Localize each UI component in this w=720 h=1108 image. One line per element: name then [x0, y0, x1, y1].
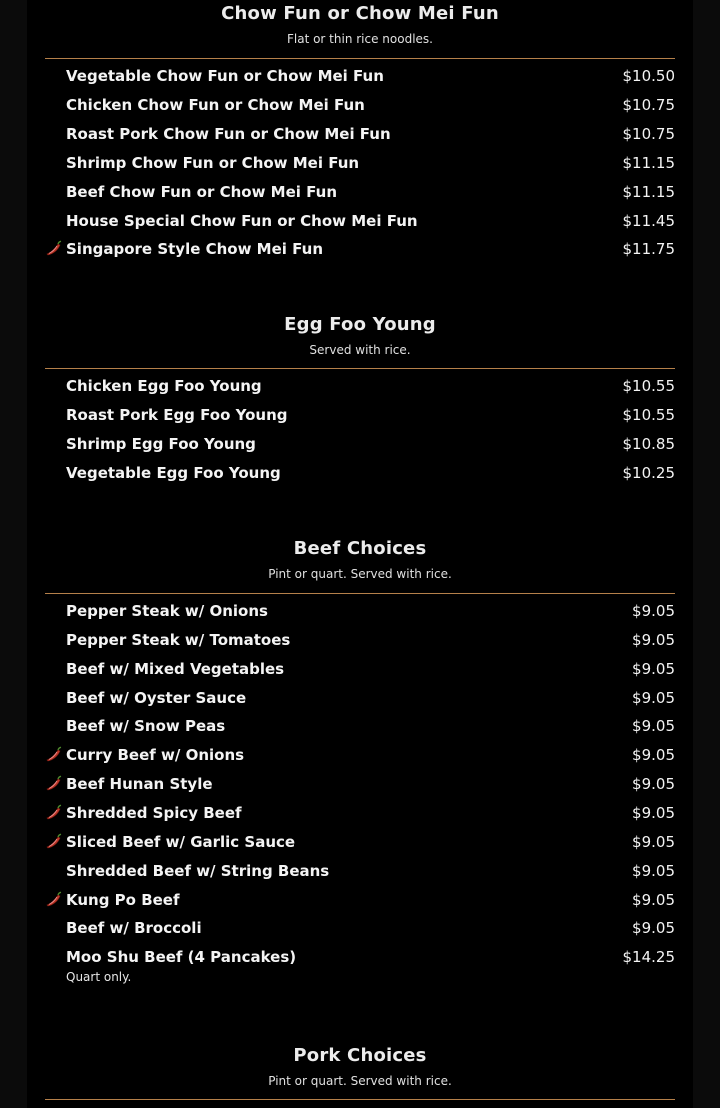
- menu-item[interactable]: [0, 66, 720, 92]
- menu-item-price: $9.05: [632, 602, 675, 620]
- menu-item-name: Beef w/ Broccoli: [66, 919, 202, 938]
- menu-item-name: Roast Pork Egg Foo Young: [66, 406, 288, 424]
- menu-item[interactable]: [0, 405, 720, 431]
- menu-item-price: $9.05: [632, 919, 675, 938]
- menu-item-price: $9.05: [632, 688, 675, 707]
- section-divider: [45, 368, 675, 369]
- menu-item[interactable]: [0, 890, 720, 916]
- menu-item-price: $9.05: [632, 803, 675, 822]
- menu-item-price: $9.05: [632, 746, 675, 765]
- menu-item-price: $9.05: [632, 630, 675, 649]
- menu-item[interactable]: [0, 745, 720, 771]
- menu-item-price: $11.15: [622, 153, 675, 172]
- menu-item-name: Beef w/ Snow Peas: [66, 717, 226, 736]
- menu-item[interactable]: [0, 832, 720, 858]
- menu-item-name: Beef Hunan Style: [66, 775, 213, 794]
- menu-item-name: Chicken Egg Foo Young: [66, 377, 262, 395]
- menu-item[interactable]: [0, 659, 720, 685]
- menu-item[interactable]: [0, 463, 720, 489]
- menu-item[interactable]: [0, 124, 720, 150]
- menu-item-price: $11.45: [622, 211, 675, 230]
- menu-item-name: Beef Chow Fun or Chow Mei Fun: [66, 182, 337, 201]
- chili-pepper-icon: [45, 775, 62, 791]
- menu-item-name: Pepper Steak w/ Tomatoes: [66, 630, 291, 649]
- menu-item-price: $10.55: [622, 406, 675, 424]
- chili-pepper-icon: [45, 746, 62, 762]
- menu-item[interactable]: [0, 716, 720, 742]
- menu-item-note: Quart only.: [66, 970, 132, 985]
- menu-item[interactable]: [0, 211, 720, 237]
- section-description: Pint or quart. Served with rice.: [268, 567, 452, 581]
- menu-item-name: Beef w/ Oyster Sauce: [66, 688, 247, 707]
- menu-item[interactable]: [0, 182, 720, 208]
- menu-item-price: $9.05: [632, 890, 675, 909]
- menu-item-name: Vegetable Egg Foo Young: [66, 464, 281, 482]
- menu-item-price: $10.55: [622, 377, 675, 395]
- section-title: Beef Choices: [293, 538, 427, 559]
- menu-item-price: $10.85: [622, 435, 675, 453]
- menu-item-price: $9.05: [632, 775, 675, 794]
- menu-item-name: Pepper Steak w/ Onions: [66, 602, 268, 620]
- menu-item[interactable]: [0, 861, 720, 887]
- menu-item-price: $10.75: [622, 124, 675, 143]
- section-description: Flat or thin rice noodles.: [286, 32, 433, 46]
- section-divider: [45, 1099, 675, 1100]
- menu-item-price: $9.05: [632, 861, 675, 880]
- menu-item-name: House Special Chow Fun or Chow Mei Fun: [66, 211, 418, 230]
- section-description: Served with rice.: [309, 343, 411, 357]
- chili-pepper-icon: [45, 833, 62, 849]
- menu-item-name: Roast Pork Chow Fun or Chow Mei Fun: [66, 124, 391, 143]
- section-title: Chow Fun or Chow Mei Fun: [221, 3, 499, 24]
- menu-item[interactable]: [0, 239, 720, 265]
- section-divider: [45, 593, 675, 594]
- section-title: Pork Choices: [293, 1045, 427, 1066]
- section-title: Egg Foo Young: [284, 314, 436, 335]
- menu-item[interactable]: [0, 918, 720, 944]
- menu-item-name: Beef w/ Mixed Vegetables: [66, 659, 285, 678]
- menu-item-price: $10.75: [622, 95, 675, 114]
- menu-item[interactable]: [0, 601, 720, 627]
- menu-item-name: Shrimp Egg Foo Young: [66, 435, 256, 453]
- chili-pepper-icon: [45, 240, 62, 256]
- menu-item[interactable]: [0, 95, 720, 121]
- menu-item[interactable]: [0, 774, 720, 800]
- menu-item[interactable]: [0, 153, 720, 179]
- menu-item-name: Sliced Beef w/ Garlic Sauce: [66, 832, 296, 851]
- menu-item-price: $10.50: [622, 67, 675, 85]
- menu-item-price: $9.05: [632, 659, 675, 678]
- menu-item-name: Chicken Chow Fun or Chow Mei Fun: [66, 95, 365, 114]
- section-divider: [45, 58, 675, 59]
- menu-item-price: $10.25: [622, 464, 675, 482]
- menu-item-price: $9.05: [632, 717, 675, 736]
- menu-item-name: Singapore Style Chow Mei Fun: [66, 240, 323, 259]
- menu-item[interactable]: [0, 803, 720, 829]
- menu-item-price: $11.75: [622, 240, 675, 259]
- menu-item-price: $9.05: [632, 832, 675, 851]
- menu-item-price: $11.15: [622, 182, 675, 201]
- menu-item-name: Shredded Spicy Beef: [66, 803, 242, 822]
- menu-item[interactable]: [0, 434, 720, 460]
- menu-item-price: $14.25: [622, 948, 675, 967]
- menu-item-name: Shrimp Chow Fun or Chow Mei Fun: [66, 153, 360, 172]
- menu-item[interactable]: [0, 688, 720, 714]
- menu-item-name: Vegetable Chow Fun or Chow Mei Fun: [66, 67, 384, 85]
- chili-pepper-icon: [45, 804, 62, 820]
- menu-item[interactable]: [0, 376, 720, 402]
- chili-pepper-icon: [45, 891, 62, 907]
- menu-item[interactable]: [0, 630, 720, 656]
- menu-item[interactable]: [0, 947, 720, 985]
- section-description: Pint or quart. Served with rice.: [268, 1074, 452, 1088]
- menu-item-name: Moo Shu Beef (4 Pancakes): [66, 948, 297, 967]
- menu-item-name: Shredded Beef w/ String Beans: [66, 861, 330, 880]
- menu-item-name: Kung Po Beef: [66, 890, 180, 909]
- menu-item-name: Curry Beef w/ Onions: [66, 746, 245, 765]
